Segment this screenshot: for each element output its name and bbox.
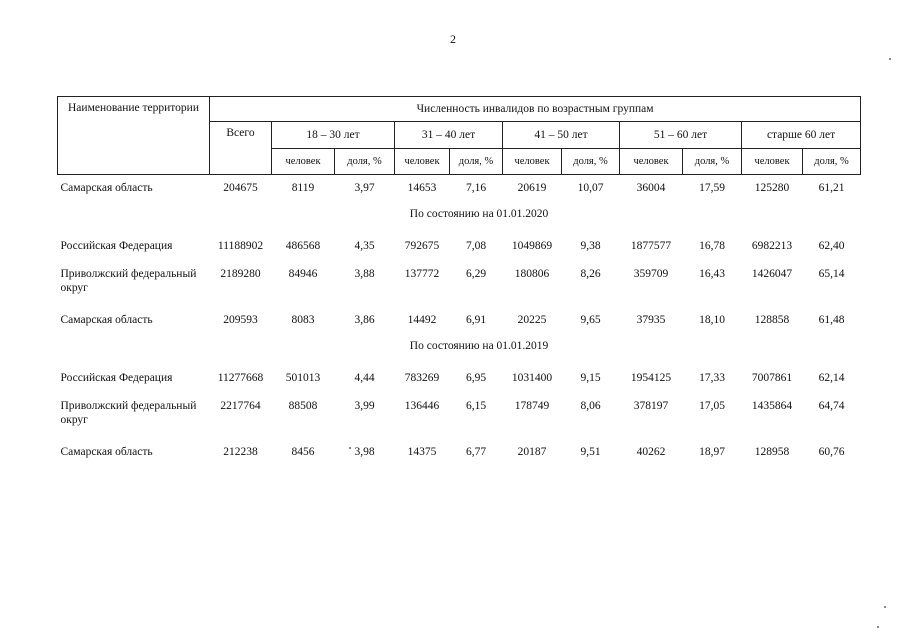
section-title: По состоянию на 01.01.2020 — [409, 208, 549, 220]
cell-count: 20619 — [517, 182, 547, 194]
territory-name: Российская Федерация — [60, 372, 173, 384]
cell-share: 3,88 — [354, 268, 375, 280]
cell-share: 18,10 — [699, 314, 725, 326]
cell-share: 3,97 — [354, 182, 375, 194]
cell-share: 62,14 — [818, 372, 845, 384]
cell-count: 6982213 — [751, 240, 793, 252]
cell-share: 18,97 — [699, 446, 725, 458]
cell-total: 11277668 — [217, 372, 264, 384]
cell-count: 20187 — [517, 446, 547, 458]
section-heading-row — [58, 203, 861, 233]
table-row — [58, 393, 861, 439]
table-row — [58, 307, 861, 335]
cell-count: 178749 — [514, 400, 550, 412]
cell-count: 84946 — [288, 268, 318, 280]
territory-name: Самарская область — [60, 446, 153, 458]
cell-share: 9,65 — [580, 314, 601, 326]
cell-count: 378197 — [633, 400, 669, 412]
cell-total: 204675 — [223, 182, 258, 194]
cell-total: 212238 — [223, 446, 258, 458]
cell-count: 359709 — [633, 268, 669, 280]
cell-share: 6,15 — [465, 400, 487, 412]
cell-count: 8083 — [291, 314, 315, 326]
scan-speck — [877, 626, 879, 628]
cell-count: 1049869 — [511, 240, 553, 252]
header-sub-share: доля, % — [450, 149, 503, 175]
header-total: Всего — [210, 122, 272, 175]
disability-statistics-table — [57, 96, 861, 467]
header-sub-share: доля, % — [803, 149, 861, 175]
cell-share: 64,74 — [818, 400, 845, 412]
cell-count: 40262 — [636, 446, 666, 458]
cell-share: 9,38 — [580, 240, 601, 252]
cell-share: 16,78 — [699, 240, 725, 252]
territory-name: Самарская область — [60, 314, 153, 326]
cell-share: 9,51 — [580, 446, 601, 458]
cell-count: 180806 — [514, 268, 550, 280]
cell-count: 8119 — [291, 182, 315, 194]
cell-share: 4,35 — [354, 240, 375, 252]
cell-total: 2217764 — [220, 400, 261, 412]
cell-count: 501013 — [285, 372, 321, 384]
cell-count: 137772 — [404, 268, 440, 280]
table-row — [58, 175, 861, 204]
cell-count: 486568 — [285, 240, 321, 252]
header-sub-count: человек — [742, 149, 803, 175]
cell-count: 128958 — [754, 446, 790, 458]
cell-share: 9,15 — [580, 372, 601, 384]
cell-count: 7007861 — [751, 372, 793, 384]
table-row — [58, 439, 861, 467]
cell-count: 792675 — [404, 240, 440, 252]
cell-share: 17,33 — [699, 372, 725, 384]
table-row — [58, 261, 861, 307]
scan-speck — [889, 58, 891, 60]
cell-share: 3,98 — [354, 446, 375, 458]
cell-count: 1877577 — [630, 240, 672, 252]
header-group-title: Численность инвалидов по возрастным группам — [210, 97, 861, 122]
cell-share: 17,59 — [699, 182, 725, 194]
header-sub-count: человек — [620, 149, 683, 175]
cell-total: 11188902 — [217, 240, 264, 252]
cell-count: 1435864 — [751, 400, 793, 412]
header-age-group: 41 – 50 лет — [503, 122, 620, 149]
cell-share: 7,16 — [465, 182, 487, 194]
cell-share: 10,07 — [577, 182, 604, 194]
cell-total: 209593 — [223, 314, 258, 326]
table-row — [58, 233, 861, 261]
scan-speck — [884, 606, 886, 608]
cell-count: 1426047 — [751, 268, 793, 280]
header-sub-count: человек — [272, 149, 335, 175]
header-sub-share: доля, % — [562, 149, 620, 175]
cell-share: 6,29 — [465, 268, 487, 280]
section-heading-row — [58, 335, 861, 365]
cell-share: 61,21 — [818, 182, 845, 194]
scan-speck — [349, 447, 351, 449]
page-number: 2 — [450, 32, 456, 46]
territory-name: Самарская область — [60, 182, 153, 194]
cell-count: 783269 — [404, 372, 440, 384]
header-sub-share: доля, % — [335, 149, 395, 175]
cell-share: 17,05 — [699, 400, 725, 412]
cell-share: 60,76 — [818, 446, 845, 458]
cell-count: 14492 — [407, 314, 437, 326]
cell-share: 61,48 — [818, 314, 845, 326]
header-age-group: 18 – 30 лет — [272, 122, 395, 149]
cell-share: 8,06 — [580, 400, 601, 412]
territory-name: Приволжский федеральный округ — [60, 268, 197, 294]
cell-share: 7,08 — [465, 240, 487, 252]
cell-count: 136446 — [404, 400, 440, 412]
header-sub-share: доля, % — [683, 149, 742, 175]
cell-count: 1954125 — [630, 372, 672, 384]
territory-name: Приволжский федеральный округ — [60, 400, 197, 426]
header-sub-count: человек — [395, 149, 450, 175]
cell-share: 16,43 — [699, 268, 725, 280]
cell-count: 1031400 — [511, 372, 553, 384]
cell-share: 3,86 — [354, 314, 375, 326]
header-territory-name: Наименование территории — [58, 97, 210, 175]
cell-share: 3,99 — [354, 400, 375, 412]
territory-name: Российская Федерация — [60, 240, 173, 252]
cell-count: 14653 — [407, 182, 437, 194]
cell-share: 62,40 — [818, 240, 845, 252]
cell-share: 4,44 — [354, 372, 375, 384]
cell-count: 14375 — [407, 446, 437, 458]
cell-count: 20225 — [517, 314, 547, 326]
cell-share: 8,26 — [580, 268, 601, 280]
table-row — [58, 365, 861, 393]
section-title: По состоянию на 01.01.2019 — [409, 340, 549, 352]
cell-share: 6,77 — [465, 446, 487, 458]
header-age-group: 51 – 60 лет — [620, 122, 742, 149]
cell-share: 6,91 — [465, 314, 487, 326]
header-sub-count: человек — [503, 149, 562, 175]
cell-share: 65,14 — [818, 268, 845, 280]
cell-count: 88508 — [288, 400, 318, 412]
header-age-group: 31 – 40 лет — [395, 122, 503, 149]
cell-count: 37935 — [636, 314, 666, 326]
cell-share: 6,95 — [465, 372, 487, 384]
cell-count: 128858 — [754, 314, 790, 326]
header-age-group: старше 60 лет — [742, 122, 861, 149]
cell-count: 36004 — [636, 182, 666, 194]
cell-count: 125280 — [754, 182, 790, 194]
cell-total: 2189280 — [220, 268, 261, 280]
cell-count: 8456 — [291, 446, 315, 458]
